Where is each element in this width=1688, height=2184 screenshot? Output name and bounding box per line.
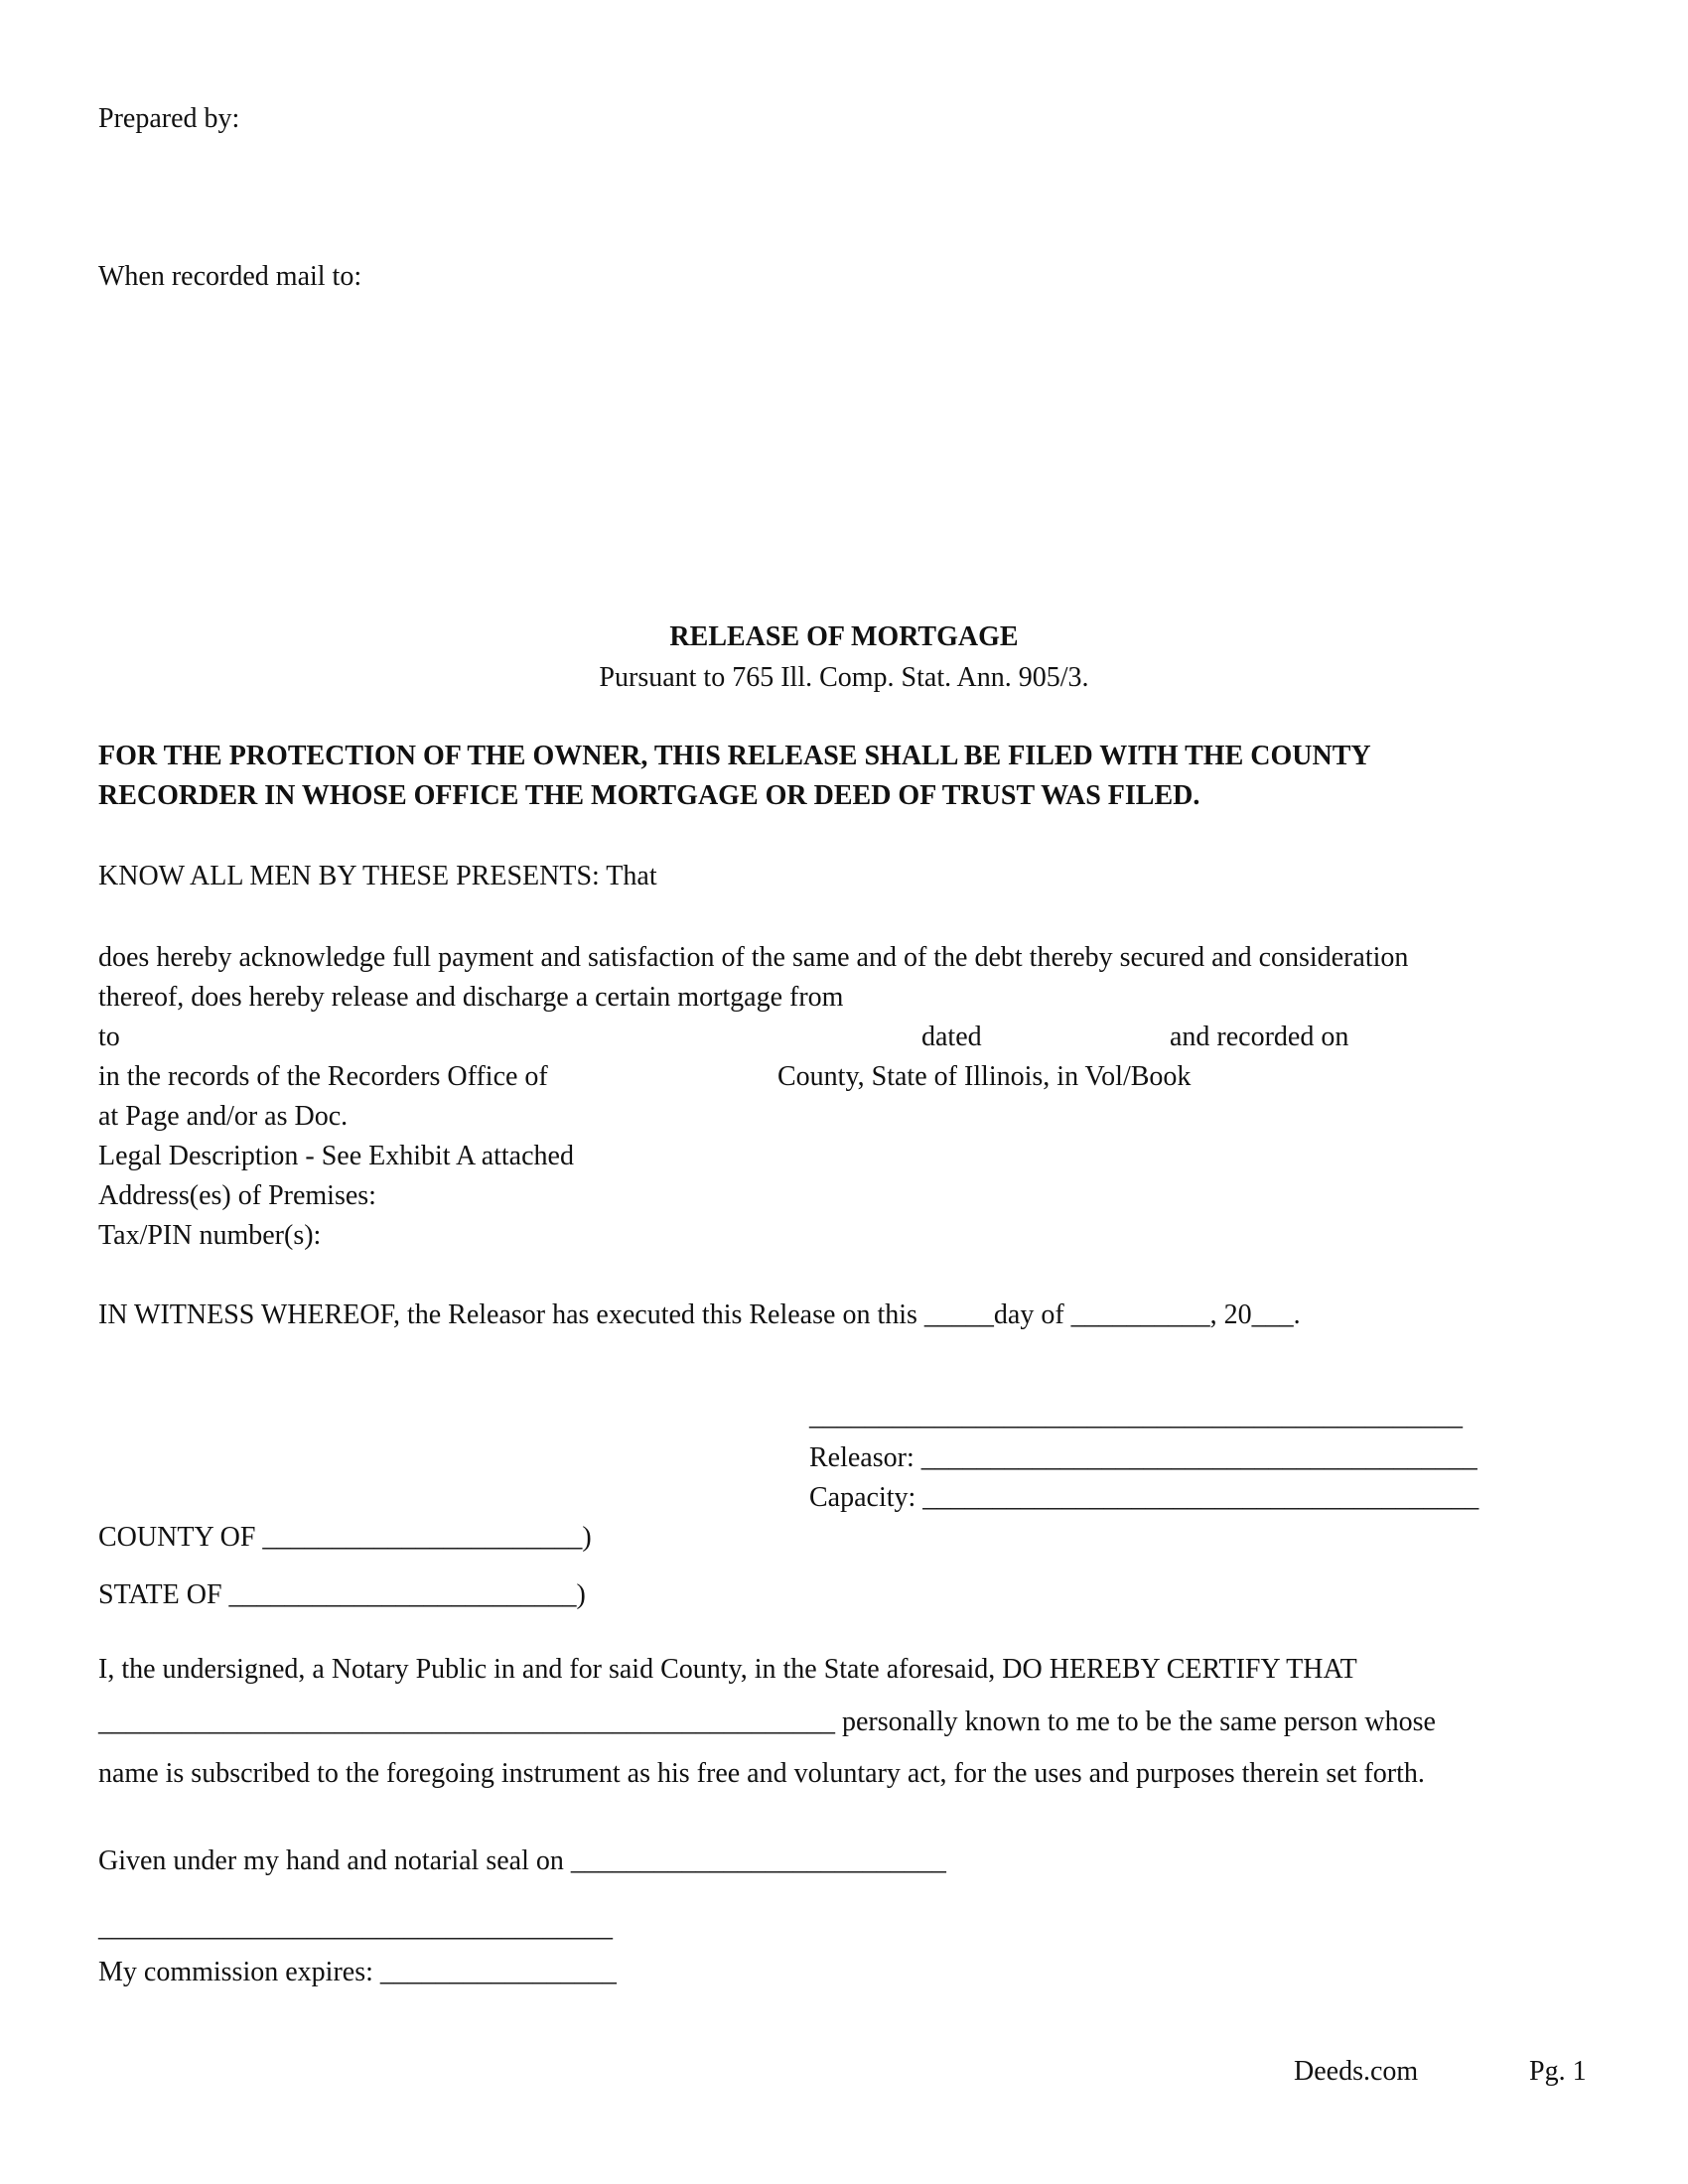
know-all-men: KNOW ALL MEN BY THESE PRESENTS: That — [98, 861, 657, 891]
witness-clause: IN WITNESS WHEREOF, the Releasor has executed this Release on this _____day of __________, 20___. — [98, 1299, 1301, 1330]
releasor-field: Releasor: ________________________________________ — [809, 1442, 1477, 1473]
notarial-seal-date: Given under my hand and notarial seal on ___________________________ — [98, 1845, 946, 1876]
signature-line: _______________________________________________ — [809, 1401, 1463, 1432]
to-label: to — [98, 1022, 120, 1052]
acknowledgement-line2: thereof, does hereby release and discharge a certain mortgage from — [98, 982, 844, 1013]
statute-reference: Pursuant to 765 Ill. Comp. Stat. Ann. 905/3. — [599, 662, 1089, 693]
notary-certify-line2: _____________________________________________________ personally known to me to be the same person whose — [98, 1706, 1436, 1737]
document-title: RELEASE OF MORTGAGE — [669, 621, 1019, 652]
premises-address-label: Address(es) of Premises: — [98, 1180, 376, 1211]
legal-description-label: Legal Description - See Exhibit A attached — [98, 1141, 574, 1171]
dated-label: dated — [921, 1022, 982, 1052]
commission-expires-field: My commission expires: _________________ — [98, 1957, 617, 1987]
prepared-by-label: Prepared by: — [98, 103, 240, 134]
recorded-on-label: and recorded on — [1170, 1022, 1349, 1052]
records-of-label: in the records of the Recorders Office of — [98, 1061, 548, 1092]
page-doc-label: at Page and/or as Doc. — [98, 1101, 349, 1132]
filing-notice-line2: RECORDER IN WHOSE OFFICE THE MORTGAGE OR DEED OF TRUST WAS FILED. — [98, 780, 1200, 811]
filing-notice-line1: FOR THE PROTECTION OF THE OWNER, THIS RELEASE SHALL BE FILED WITH THE COUNTY — [98, 741, 1371, 771]
tax-pin-label: Tax/PIN number(s): — [98, 1220, 322, 1251]
mail-to-label: When recorded mail to: — [98, 261, 362, 292]
county-state-label: County, State of Illinois, in Vol/Book — [777, 1061, 1192, 1092]
county-of-field: COUNTY OF _______________________) — [98, 1522, 592, 1553]
footer-site: Deeds.com — [1294, 2056, 1419, 2087]
footer-page-number: Pg. 1 — [1529, 2056, 1587, 2087]
notary-signature-line: _____________________________________ — [98, 1912, 613, 1943]
state-of-field: STATE OF _________________________) — [98, 1579, 586, 1610]
notary-certify-line1: I, the undersigned, a Notary Public in and for said County, in the State aforesaid, DO HEREBY CERTIFY THAT — [98, 1654, 1357, 1685]
capacity-field: Capacity: ________________________________________ — [809, 1482, 1479, 1513]
notary-certify-line3: name is subscribed to the foregoing instrument as his free and voluntary act, for the uses and purposes therein set forth. — [98, 1758, 1425, 1789]
acknowledgement-line1: does hereby acknowledge full payment and satisfaction of the same and of the debt thereby secured and consideration — [98, 942, 1409, 973]
